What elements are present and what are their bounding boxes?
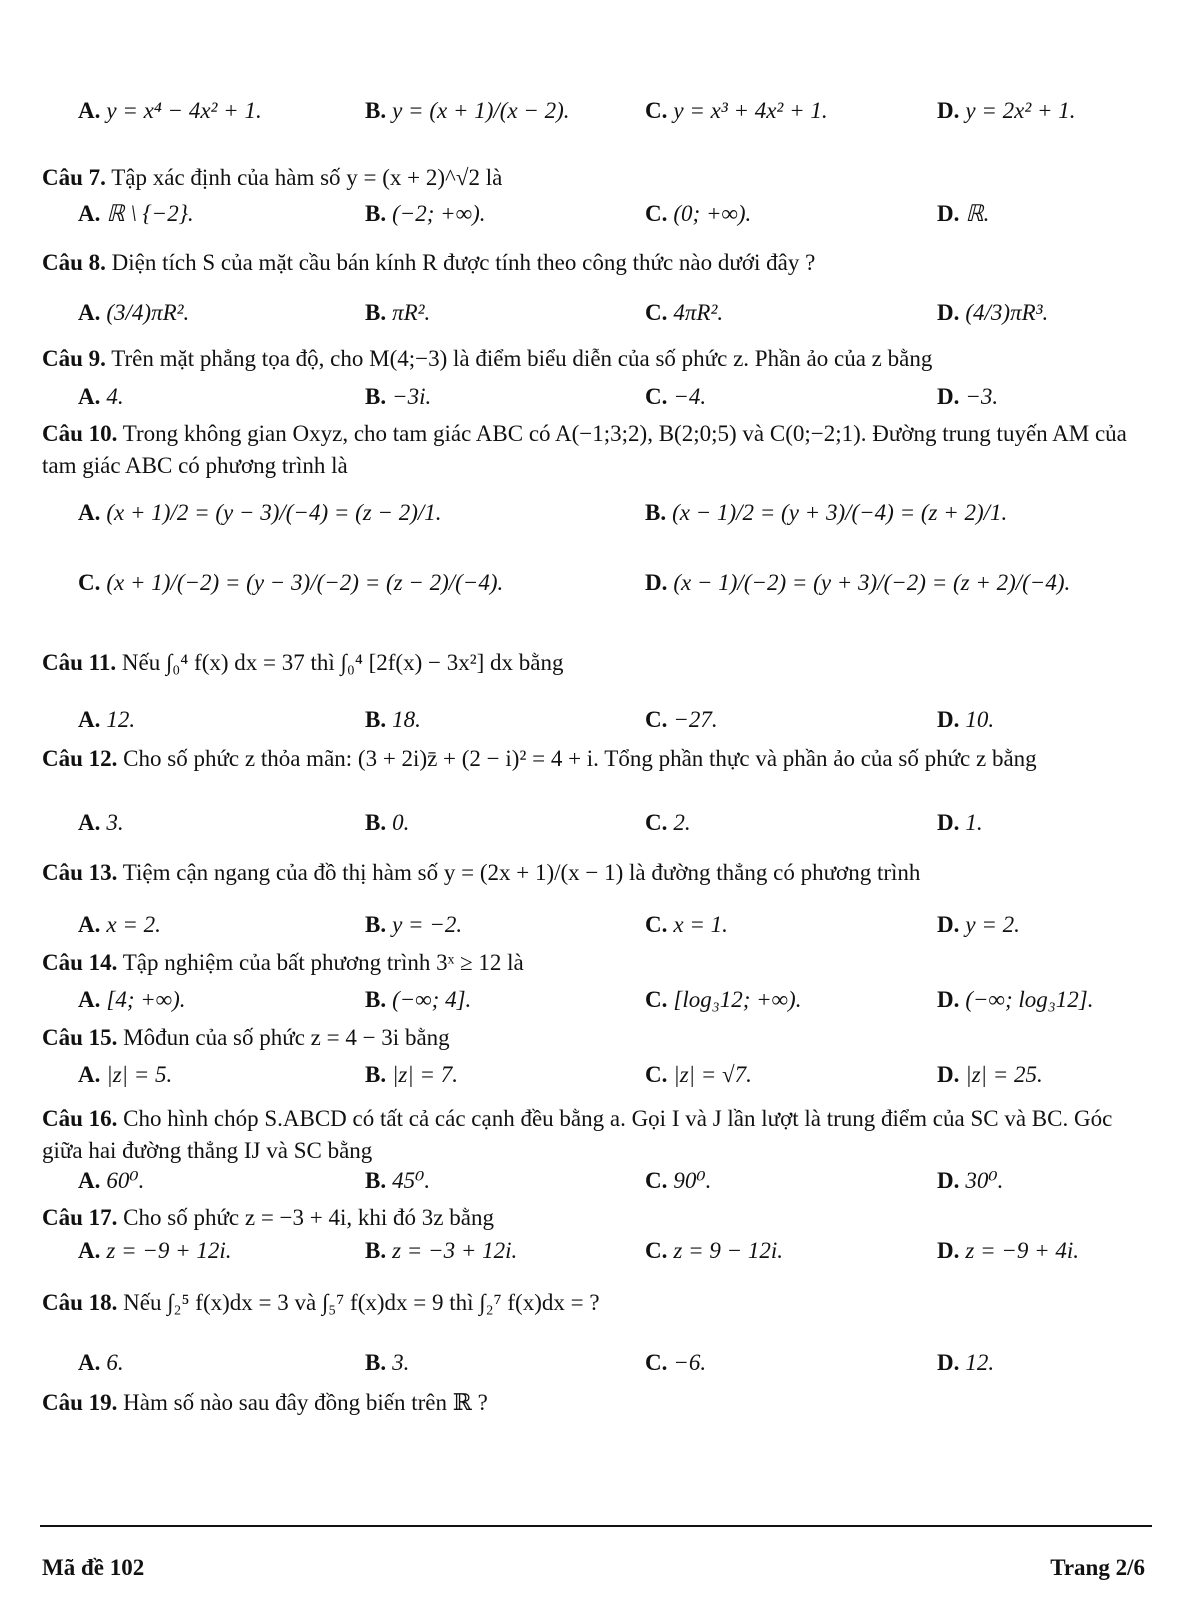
answer-text: x = 1. [673, 912, 728, 937]
answer-label: D. [937, 1350, 960, 1375]
answer-text: 12. [106, 707, 136, 732]
answer-text: −3i. [392, 384, 432, 409]
answer-text: [log₃12; +∞). [673, 987, 802, 1012]
answer-text: ℝ. [965, 201, 990, 226]
answer-label: A. [78, 1168, 101, 1193]
footer-divider [40, 1525, 1152, 1527]
answer-label: D. [937, 1062, 960, 1087]
answer-label: A. [78, 98, 101, 123]
answer-option [645, 810, 691, 836]
answer-option [78, 300, 189, 326]
question-text: Tập nghiệm của bất phương trình 3ˣ ≥ 12 là [122, 950, 524, 975]
answer-option [645, 570, 1070, 596]
answer-text: [4; +∞). [106, 987, 186, 1012]
answer-label: C. [645, 384, 668, 409]
answer-text: −6. [673, 1350, 707, 1375]
answer-option [937, 707, 994, 733]
answer-label: C. [645, 707, 668, 732]
answer-option [937, 1238, 1079, 1264]
answer-option [645, 201, 751, 227]
answer-option [365, 1062, 458, 1088]
answer-option [937, 987, 1093, 1013]
answer-option [365, 1350, 409, 1376]
answer-label: B. [365, 201, 387, 226]
answer-label: C. [645, 1062, 668, 1087]
question-label: Câu 10. [42, 421, 118, 446]
question-text: Trong không gian Oxyz, cho tam giác ABC có A(−1;3;2), B(2;0;5) và C(0;−2;1). Đường trung tuyến AM của tam giác ABC có phương trình là [42, 421, 1127, 478]
answer-option [645, 500, 1007, 526]
answer-label: B. [365, 1238, 387, 1263]
answer-text: x = 2. [106, 912, 161, 937]
answer-text: −4. [673, 384, 707, 409]
answer-text: 60⁰. [106, 1168, 145, 1193]
answer-option [937, 1062, 1043, 1088]
answer-text: |z| = √7. [673, 1062, 752, 1087]
question-label: Câu 8. [42, 250, 106, 275]
answer-label: A. [78, 300, 101, 325]
answer-option [365, 1238, 517, 1264]
answer-option [645, 1238, 783, 1264]
question-20 [42, 1103, 1152, 1167]
answer-option [78, 570, 503, 596]
answer-label: C. [645, 98, 668, 123]
answer-option [645, 98, 828, 124]
answer-text: −27. [673, 707, 718, 732]
answer-label: B. [365, 1168, 387, 1193]
answer-text: y = (x + 1)/(x − 2). [392, 98, 570, 123]
answer-text: z = −9 + 12i. [106, 1238, 232, 1263]
answer-text: |z| = 5. [106, 1062, 173, 1087]
question-3 [42, 250, 815, 276]
question-12 [42, 743, 1152, 775]
question-1 [42, 165, 502, 191]
answer-option [365, 912, 462, 938]
question-text: Cho số phức z = −3 + 4i, khi đó 3z bằng [123, 1205, 494, 1230]
answer-text: y = 2. [965, 912, 1020, 937]
answer-option [645, 1168, 711, 1194]
answer-option [937, 300, 1048, 326]
answer-label: D. [937, 300, 960, 325]
answer-option [937, 1350, 994, 1376]
answer-label: C. [645, 1168, 668, 1193]
answer-text: z = −3 + 12i. [392, 1238, 518, 1263]
answer-text: z = −9 + 4i. [965, 1238, 1080, 1263]
answer-text: 30⁰. [965, 1168, 1004, 1193]
answer-label: A. [78, 707, 101, 732]
answer-option [78, 98, 262, 124]
question-text: Tập xác định của hàm số y = (x + 2)^√2 là [111, 165, 503, 190]
answer-text: (x + 1)/(−2) = (y − 3)/(−2) = (z − 2)/(−4). [106, 570, 504, 595]
question-5 [42, 346, 932, 372]
answer-option [365, 201, 486, 227]
question-26 [42, 1390, 488, 1416]
answer-label: A. [78, 384, 101, 409]
question-text: Tiệm cận ngang của đồ thị hàm số y = (2x + 1)/(x − 1) là đường thẳng có phương trình [122, 860, 921, 885]
question-label: Câu 19. [42, 1390, 118, 1415]
answer-option [78, 912, 161, 938]
answer-text: 4. [106, 384, 124, 409]
question-text: Trên mặt phẳng tọa độ, cho M(4;−3) là điểm biểu diễn của số phức z. Phần ảo của z bằng [111, 346, 933, 371]
question-label: Câu 17. [42, 1205, 118, 1230]
answer-option [78, 987, 186, 1013]
answer-text: 0. [392, 810, 410, 835]
answer-option [78, 810, 124, 836]
question-text: Nếu ∫₂⁵ f(x)dx = 3 và ∫₅⁷ f(x)dx = 9 thì ∫₂⁷ f(x)dx = ? [123, 1290, 600, 1315]
answer-label: C. [645, 201, 668, 226]
answer-option [645, 384, 706, 410]
question-label: Câu 15. [42, 1025, 118, 1050]
question-text: Cho số phức z thỏa mãn: (3 + 2i)z̄ + (2 − i)² = 4 + i. Tổng phần thực và phần ảo của số phức z bằng [123, 746, 1037, 771]
answer-text: (x − 1)/(−2) = (y + 3)/(−2) = (z + 2)/(−4). [673, 570, 1071, 595]
answer-label: A. [78, 201, 101, 226]
answer-label: B. [365, 810, 387, 835]
answer-option [937, 1168, 1003, 1194]
question-text: Diện tích S của mặt cầu bán kính R được tính theo công thức nào dưới đây ? [111, 250, 816, 275]
answer-text: (−2; +∞). [392, 201, 486, 226]
answer-option [645, 987, 801, 1013]
question-14 [42, 860, 920, 886]
answer-text: 3. [392, 1350, 410, 1375]
question-text: Nếu ∫₀⁴ f(x) dx = 37 thì ∫₀⁴ [2f(x) − 3x²] dx bằng [121, 650, 564, 675]
answer-text: 18. [392, 707, 421, 732]
question-label: Câu 7. [42, 165, 106, 190]
answer-label: D. [937, 384, 960, 409]
answer-text: 1. [965, 810, 983, 835]
question-22 [42, 1205, 494, 1231]
answer-option [645, 912, 728, 938]
answer-label: C. [645, 912, 668, 937]
question-label: Câu 9. [42, 346, 106, 371]
answer-label: B. [645, 500, 667, 525]
answer-option [645, 1062, 752, 1088]
answer-label: D. [937, 1238, 960, 1263]
question-label: Câu 11. [42, 650, 117, 675]
page-number: Trang 2/6 [1050, 1555, 1145, 1580]
answer-text: (3/4)πR². [106, 300, 190, 325]
answer-option [937, 912, 1020, 938]
question-label: Câu 13. [42, 860, 118, 885]
answer-text: −3. [965, 384, 999, 409]
answer-label: A. [78, 1350, 101, 1375]
answer-label: D. [645, 570, 668, 595]
answer-label: B. [365, 384, 387, 409]
answer-text: (0; +∞). [673, 201, 752, 226]
answer-option [78, 1238, 232, 1264]
answer-label: B. [365, 707, 387, 732]
answer-label: B. [365, 300, 387, 325]
question-10 [42, 650, 563, 676]
question-18 [42, 1025, 450, 1051]
answer-text: 6. [106, 1350, 124, 1375]
answer-option [937, 810, 983, 836]
answer-label: B. [365, 912, 387, 937]
answer-label: D. [937, 987, 960, 1012]
answer-label: A. [78, 810, 101, 835]
answer-text: πR². [392, 300, 431, 325]
answer-option [365, 300, 430, 326]
answer-text: ℝ \ {−2}. [106, 201, 194, 226]
answer-label: A. [78, 1062, 101, 1087]
answer-option [937, 384, 998, 410]
answer-text: (x + 1)/2 = (y − 3)/(−4) = (z − 2)/1. [106, 500, 442, 525]
answer-text: 2. [673, 810, 691, 835]
question-24 [42, 1290, 600, 1316]
answer-text: y = −2. [392, 912, 463, 937]
answer-option [78, 1350, 124, 1376]
answer-text: (−∞; log₃12]. [965, 987, 1094, 1012]
answer-label: D. [937, 810, 960, 835]
answer-label: C. [645, 987, 668, 1012]
answer-text: y = x⁴ − 4x² + 1. [106, 98, 262, 123]
answer-text: 10. [965, 707, 995, 732]
answer-label: C. [645, 810, 668, 835]
answer-option [645, 1350, 706, 1376]
answer-label: D. [937, 912, 960, 937]
question-text: Cho hình chóp S.ABCD có tất cả các cạnh đều bằng a. Gọi I và J lần lượt là trung điểm của SC và BC. Góc giữa hai đường thẳng IJ và SC bằng [42, 1106, 1113, 1163]
answer-label: B. [365, 987, 387, 1012]
question-label: Câu 14. [42, 950, 118, 975]
exam-code: Mã đề 102 [42, 1555, 145, 1580]
answer-option [365, 1168, 430, 1194]
answer-text: 4πR². [673, 300, 724, 325]
answer-option [365, 810, 409, 836]
answer-text: (4/3)πR³. [965, 300, 1049, 325]
question-16 [42, 950, 524, 976]
answer-text: y = x³ + 4x² + 1. [673, 98, 828, 123]
answer-option [645, 707, 718, 733]
answer-option [937, 201, 989, 227]
answer-option [78, 500, 442, 526]
answer-label: C. [645, 1350, 668, 1375]
answer-label: B. [365, 1062, 387, 1087]
answer-option [365, 987, 471, 1013]
answer-label: D. [937, 98, 960, 123]
answer-label: B. [365, 1350, 387, 1375]
question-7 [42, 418, 1152, 482]
answer-option [78, 384, 124, 410]
answer-option [78, 1062, 172, 1088]
question-text: Hàm số nào sau đây đồng biến trên ℝ ? [123, 1390, 488, 1415]
answer-label: C. [645, 300, 668, 325]
answer-option [78, 1168, 144, 1194]
answer-option [365, 98, 570, 124]
answer-text: 3. [106, 810, 124, 835]
question-label: Câu 18. [42, 1290, 118, 1315]
question-label: Câu 12. [42, 746, 118, 771]
answer-text: 45⁰. [392, 1168, 431, 1193]
answer-label: A. [78, 1238, 101, 1263]
answer-text: 90⁰. [673, 1168, 712, 1193]
answer-label: A. [78, 912, 101, 937]
answer-option [365, 707, 421, 733]
answer-option [645, 300, 723, 326]
answer-text: (x − 1)/2 = (y + 3)/(−4) = (z + 2)/1. [672, 500, 1008, 525]
answer-label: C. [645, 1238, 668, 1263]
answer-label: B. [365, 98, 387, 123]
answer-text: y = 2x² + 1. [965, 98, 1076, 123]
answer-text: |z| = 25. [965, 1062, 1043, 1087]
answer-label: A. [78, 987, 101, 1012]
answer-option [78, 707, 135, 733]
answer-text: |z| = 7. [392, 1062, 458, 1087]
answer-label: D. [937, 201, 960, 226]
answer-label: D. [937, 707, 960, 732]
answer-text: (−∞; 4]. [392, 987, 472, 1012]
answer-label: C. [78, 570, 101, 595]
answer-option [937, 98, 1075, 124]
answer-text: z = 9 − 12i. [673, 1238, 784, 1263]
answer-text: 12. [965, 1350, 995, 1375]
answer-label: D. [937, 1168, 960, 1193]
answer-option [78, 201, 194, 227]
question-label: Câu 16. [42, 1106, 118, 1131]
answer-label: A. [78, 500, 101, 525]
answer-option [365, 384, 431, 410]
question-text: Môđun của số phức z = 4 − 3i bằng [123, 1025, 450, 1050]
